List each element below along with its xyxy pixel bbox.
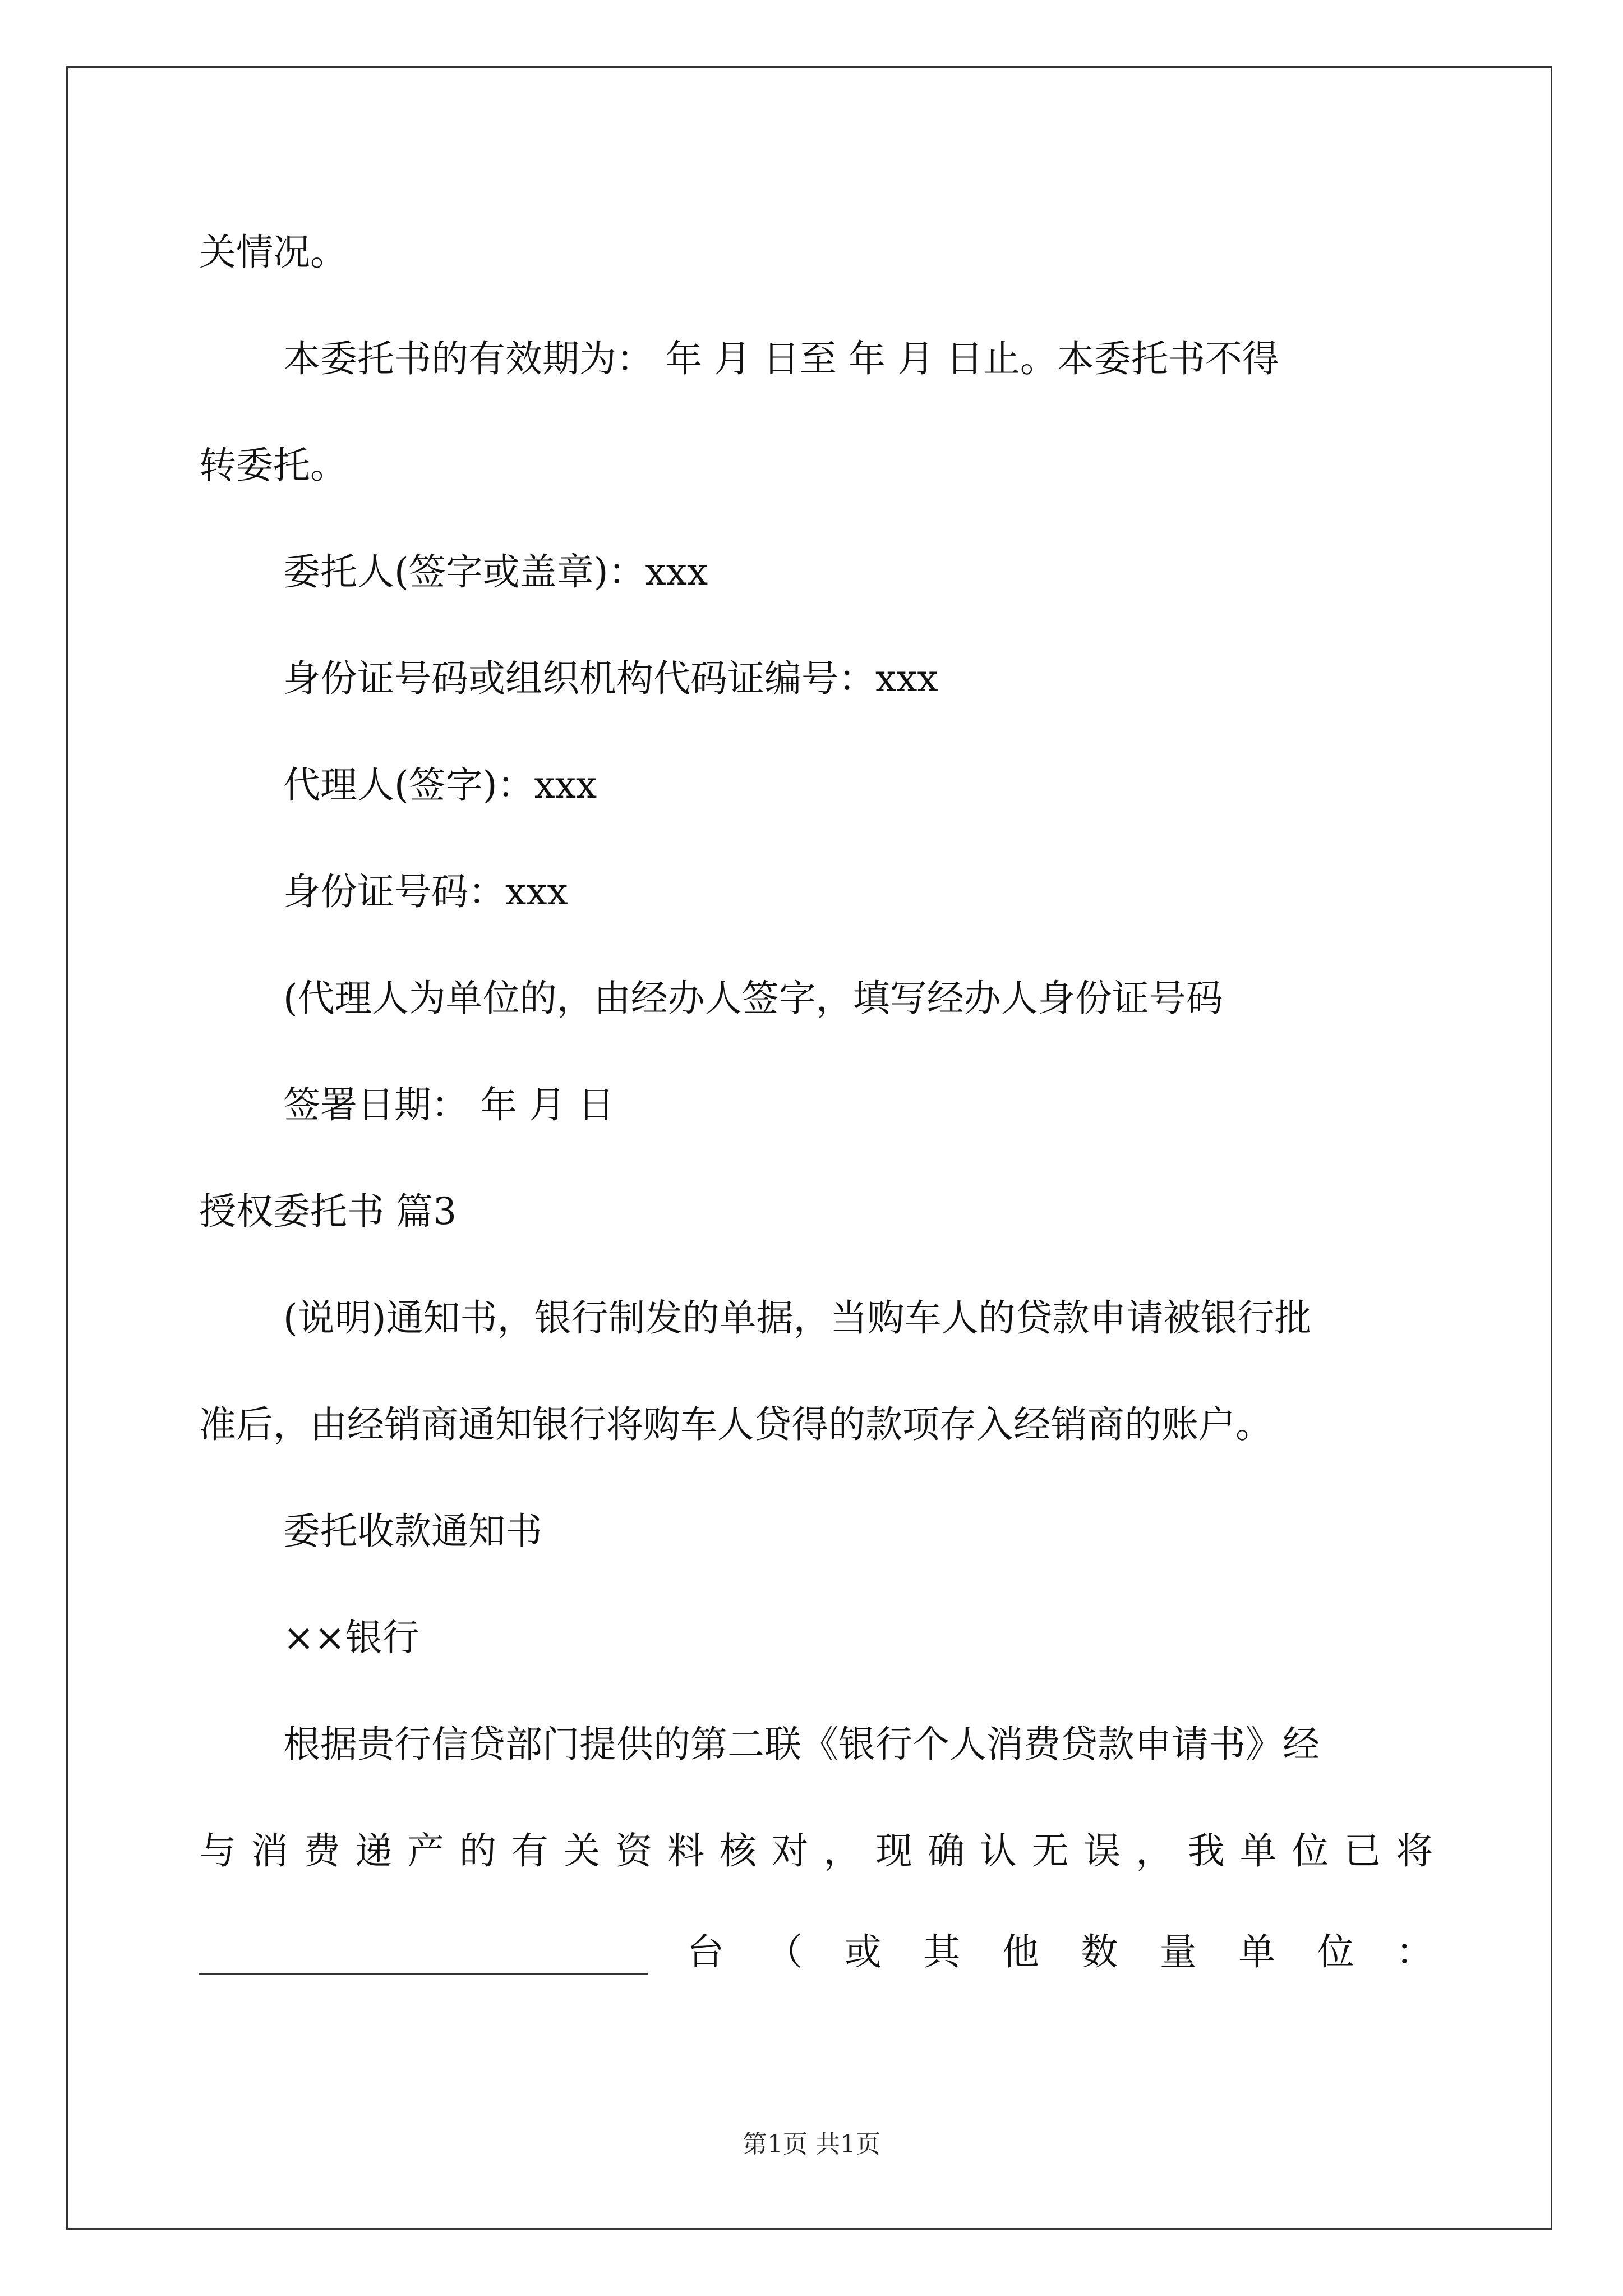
text-char: 产 xyxy=(407,1829,445,1872)
text-char: 台 xyxy=(687,1930,724,1973)
text-char: 其 xyxy=(923,1930,961,1973)
quantity-unit-text xyxy=(687,1930,1433,1975)
page-border xyxy=(66,66,1552,2230)
text-char: （ xyxy=(766,1930,803,1973)
text-char: 已 xyxy=(1344,1829,1381,1872)
notice-title: 委托收款通知书 xyxy=(283,1510,542,1553)
paragraph-line: 关情况。 xyxy=(199,231,347,274)
fill-in-blank xyxy=(199,1936,648,1975)
quantity-fill-line xyxy=(199,1930,1433,1975)
validity-period-line: 本委托书的有效期为： 年 月 日至 年 月 日止。本委托书不得 xyxy=(283,337,1279,380)
justified-paragraph-line xyxy=(199,1829,1433,1874)
text-char: 单 xyxy=(1239,1829,1277,1872)
text-char: 关 xyxy=(563,1829,601,1872)
paragraph-line: (说明)通知书，银行制发的单据，当购车人的贷款申请被银行批 xyxy=(283,1296,1312,1340)
text-char: 数 xyxy=(1081,1930,1118,1973)
bank-name-line: ××银行 xyxy=(283,1616,419,1659)
text-char: ： xyxy=(1395,1930,1433,1973)
text-char: 位 xyxy=(1292,1829,1329,1872)
text-char: 有 xyxy=(511,1829,548,1872)
agent-id-line: 身份证号码：xxx xyxy=(283,870,568,913)
signing-date-line: 签署日期： 年 月 日 xyxy=(283,1083,615,1126)
text-char: 料 xyxy=(667,1829,705,1872)
paragraph-line: 根据贵行信贷部门提供的第二联《银行个人消费贷款申请书》经 xyxy=(283,1723,1320,1766)
section-heading: 授权委托书 篇3 xyxy=(199,1190,457,1233)
text-char: 我 xyxy=(1187,1829,1225,1872)
paragraph-line: 转委托。 xyxy=(199,444,347,487)
text-char: 递 xyxy=(355,1829,393,1872)
text-char: 消 xyxy=(251,1829,288,1872)
text-char: 误 xyxy=(1083,1829,1121,1872)
text-char: ， xyxy=(823,1829,861,1872)
text-char: 或 xyxy=(844,1930,882,1973)
paragraph-line: 准后，由经销商通知银行将购车人贷得的款项存入经销商的账户。 xyxy=(199,1403,1272,1446)
text-char: 认 xyxy=(979,1829,1017,1872)
principal-signature-line: 委托人(签字或盖章)：xxx xyxy=(283,550,708,593)
agent-signature-line: 代理人(签字)：xxx xyxy=(283,763,597,807)
text-char: 的 xyxy=(459,1829,496,1872)
principal-id-line: 身份证号码或组织机构代码证编号：xxx xyxy=(283,657,938,700)
page-number-footer: 第1页 共1页 xyxy=(743,2130,880,2159)
text-char: 将 xyxy=(1395,1829,1433,1872)
text-char: 无 xyxy=(1031,1829,1069,1872)
text-char: 现 xyxy=(875,1829,913,1872)
text-char: 资 xyxy=(615,1829,653,1872)
text-char: 对 xyxy=(771,1829,809,1872)
text-char: 单 xyxy=(1238,1930,1276,1973)
text-char: 确 xyxy=(927,1829,965,1872)
agent-note-line: (代理人为单位的，由经办人签字，填写经办人身份证号码 xyxy=(283,977,1223,1020)
text-char: 位 xyxy=(1317,1930,1354,1973)
text-char: 与 xyxy=(199,1829,236,1872)
text-char: 费 xyxy=(303,1829,340,1872)
text-char: ， xyxy=(1136,1829,1173,1872)
text-char: 他 xyxy=(1002,1930,1039,1973)
text-char: 核 xyxy=(719,1829,757,1872)
text-char: 量 xyxy=(1159,1930,1197,1973)
